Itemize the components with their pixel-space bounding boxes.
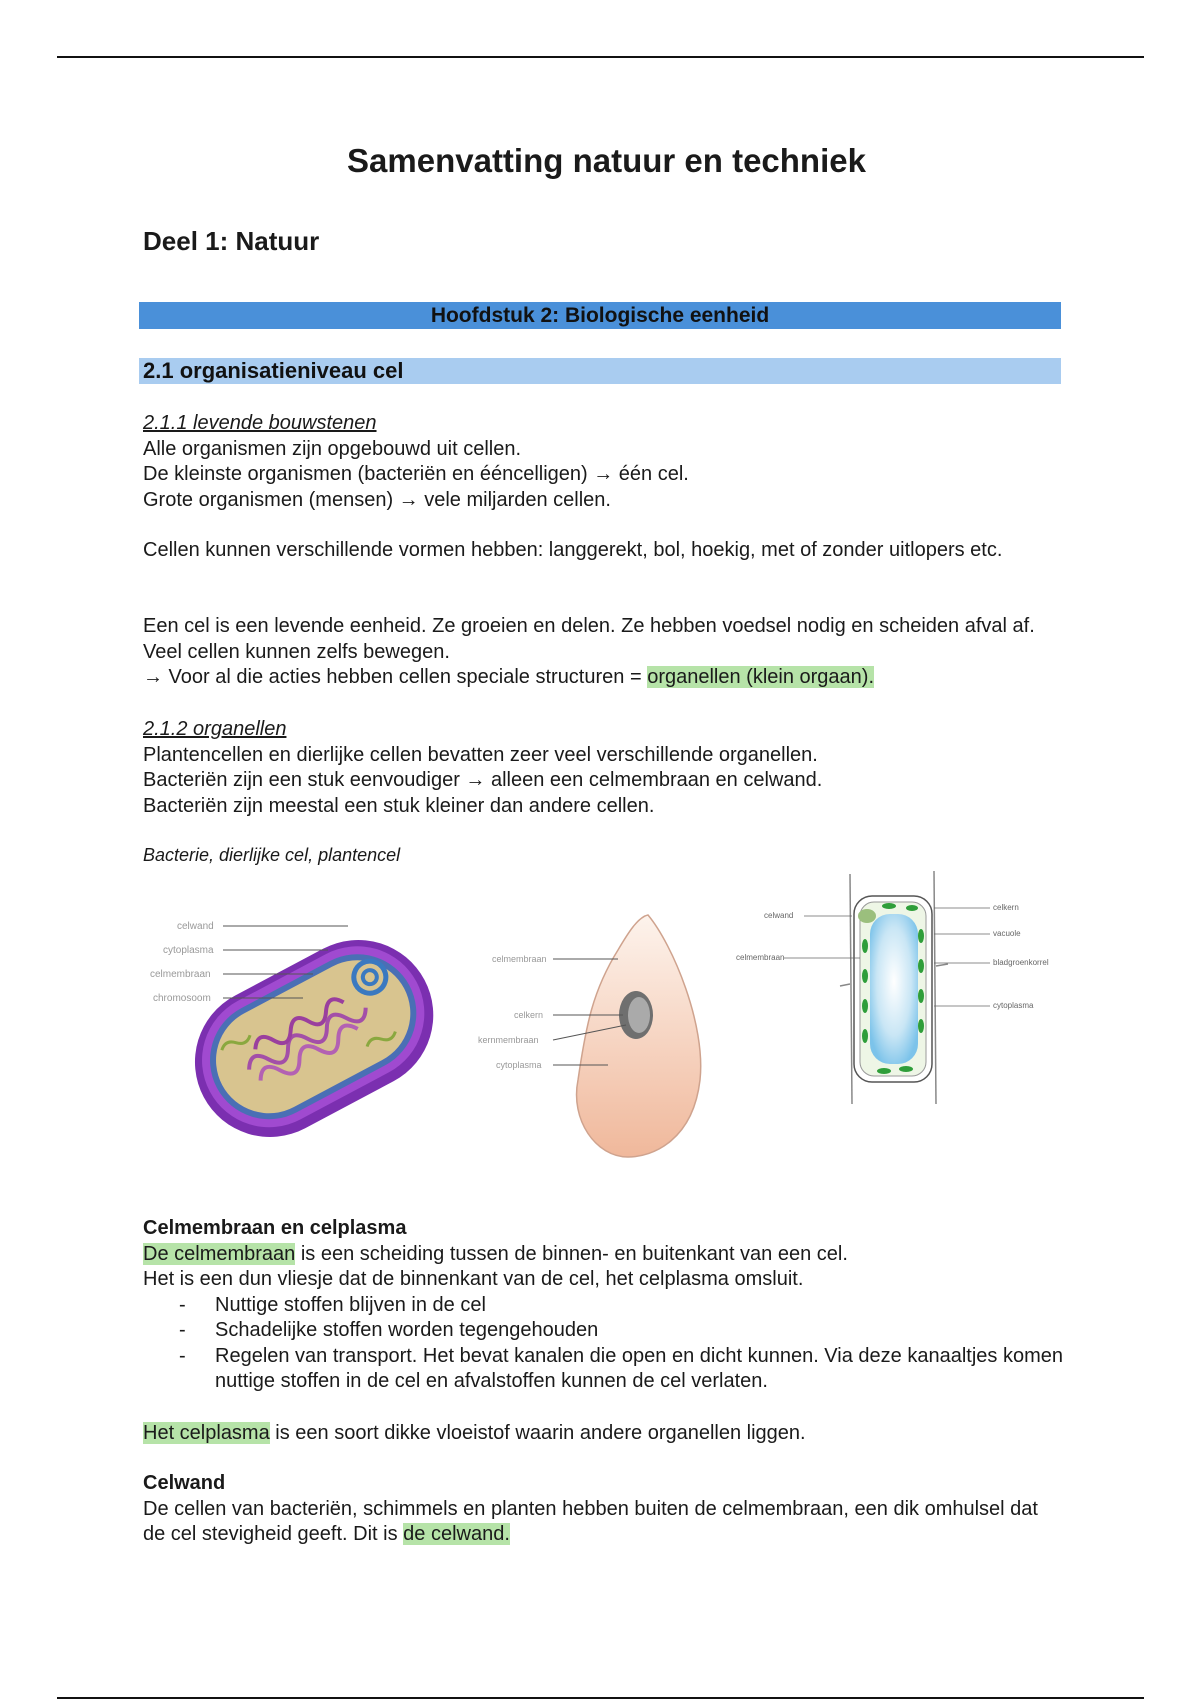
text: is een soort dikke vloeistof waarin andere organellen liggen. xyxy=(269,1422,806,1444)
text: De cellen van bacteriën, schimmels en planten hebben buiten de celmembraan, een dik omhulsel dat de cel stevigheid geeft. Dit is xyxy=(143,1497,1038,1545)
page-title: Samenvatting natuur en techniek xyxy=(347,142,866,179)
figure-caption: Bacterie, dierlijke cel, plantencel xyxy=(143,845,401,865)
animal-label: cytoplasma xyxy=(496,1060,542,1070)
top-rule xyxy=(57,56,1144,58)
paragraph-line: Bacteriën zijn een stuk eenvoudiger → alleen een celmembraan en celwand. xyxy=(143,769,823,791)
list-item: - Nuttige stoffen blijven in de cel xyxy=(215,1293,1063,1319)
highlighted-term: de celwand. xyxy=(403,1523,510,1545)
bacteria-label: chromosoom xyxy=(153,993,211,1004)
paragraph-celplasma xyxy=(143,1421,1063,1447)
section-heading: Celwand xyxy=(143,1472,226,1494)
text: → Voor al die acties hebben cellen speciale structuren = xyxy=(143,666,648,688)
paragraph-line: Grote organismen (mensen) → vele miljarden cellen. xyxy=(143,488,611,511)
plant-label: celmembraan xyxy=(736,953,785,962)
plant-label: cytoplasma xyxy=(993,1001,1034,1010)
bacteria-label: celwand xyxy=(177,921,214,932)
bacteria-label: celmembraan xyxy=(150,969,211,980)
paragraph-line: Alle organismen zijn opgebouwd uit cellen. xyxy=(143,437,522,460)
section-heading-bar: 2.1 organisatieniveau cel xyxy=(139,358,1061,384)
bacteria-label: cytoplasma xyxy=(163,945,214,956)
plant-label: vacuole xyxy=(993,929,1021,938)
bottom-rule xyxy=(57,1697,1144,1699)
animal-cell-illustration xyxy=(478,905,718,1165)
highlighted-term: De celmembraan xyxy=(143,1242,296,1265)
animal-label: celkern xyxy=(514,1010,544,1020)
section-2-1-1 xyxy=(143,411,1063,513)
list-item: - Regelen van transport. Het bevat kanalen die open en dicht kunnen. Via deze kanaaltjes komen nuttige stoffen in de cel en afvalstoffen kunnen de cel verlaten. xyxy=(215,1344,1063,1395)
highlighted-term: Het celplasma xyxy=(143,1422,270,1444)
paragraph xyxy=(143,1497,1063,1548)
list-item: - Schadelijke stoffen worden tegengehouden xyxy=(215,1318,1063,1344)
paragraph-line: Plantencellen en dierlijke cellen bevatten zeer veel verschillende organellen. xyxy=(143,743,818,766)
animal-label: celmembraan xyxy=(492,954,547,964)
subsection-heading: 2.1.2 organellen xyxy=(143,718,287,740)
paragraph: Een cel is een levende eenheid. Ze groeien en delen. Ze hebben voedsel nodig en scheiden afval af. Veel cellen kunnen zelfs bewegen. xyxy=(143,615,1035,663)
paragraph: Het is een dun vliesje dat de binnenkant van de cel, het celplasma omsluit. xyxy=(143,1268,804,1290)
paragraph xyxy=(143,1242,1063,1268)
paragraph-living-unit xyxy=(143,614,1063,691)
animal-label: kernmembraan xyxy=(478,1035,539,1045)
highlighted-term: organellen (klein orgaan). xyxy=(647,666,875,688)
paragraph: Cellen kunnen verschillende vormen hebben: langgerekt, bol, hoekig, met of zonder uitlopers etc. xyxy=(143,539,1003,561)
plant-label: bladgroenkorrel xyxy=(993,958,1049,967)
part-heading: Deel 1: Natuur xyxy=(143,226,320,256)
paragraph xyxy=(143,1421,1063,1447)
bullet-list xyxy=(143,1293,1063,1395)
paragraph-line: De kleinste organismen (bacteriën en ééncelligen) → één cel. xyxy=(143,463,689,485)
section-celmembraan xyxy=(143,1216,1063,1395)
section-2-1-2 xyxy=(143,717,1063,819)
paragraph-organellen xyxy=(143,665,1063,691)
paragraph-cell-shapes xyxy=(143,538,1063,564)
plant-label: celkern xyxy=(993,903,1019,912)
subsection-heading: 2.1.1 levende bouwstenen xyxy=(143,412,377,434)
section-celwand xyxy=(143,1471,1063,1548)
text: is een scheiding tussen de binnen- en buitenkant van een cel. xyxy=(295,1242,848,1265)
chapter-heading-bar: Hoofdstuk 2: Biologische eenheid xyxy=(139,302,1061,329)
plant-cell-illustration xyxy=(734,866,1074,1116)
paragraph-line: Bacteriën zijn meestal een stuk kleiner dan andere cellen. xyxy=(143,794,655,817)
section-heading: Celmembraan en celplasma xyxy=(143,1217,407,1239)
plant-label: celwand xyxy=(764,911,794,920)
bacteria-illustration xyxy=(143,895,443,1165)
